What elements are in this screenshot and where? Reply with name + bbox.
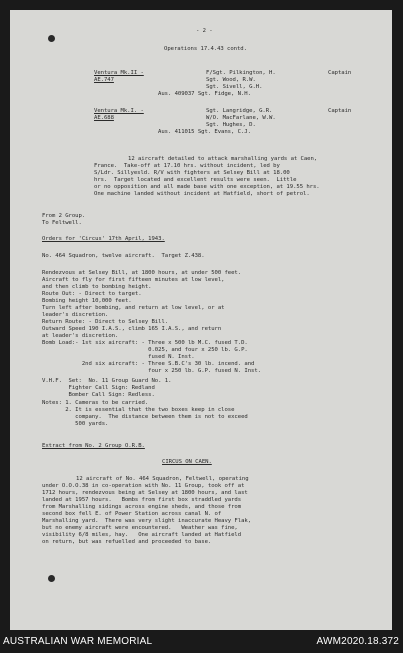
crew-member: Sgt. Wood, R.W. xyxy=(206,77,256,83)
document-page xyxy=(10,10,392,630)
orders-line: 2. It is essential that the two boxes keep in close xyxy=(42,407,235,413)
crew-member: Aus. 409037 Sgt. Fidge, N.H. xyxy=(158,91,251,97)
orders-line: 2nd six aircraft: - Three S.B.C's 30 lb. incend. and xyxy=(42,361,255,367)
orders-line: Rendezvous at Selsey Bill, at 1800 hours, at under 500 feet. xyxy=(42,270,242,276)
footer-accession: AWM2020.18.372 xyxy=(316,636,399,647)
footer-bar xyxy=(0,630,403,653)
crew-member: Sgt. Hughes, D. xyxy=(206,122,256,128)
orders-line: V.H.F. Set: No. 11 Group Guard No. 1. xyxy=(42,378,172,384)
summary-line: France. Take-off at 17.10 hrs. without incident, led by xyxy=(94,163,280,169)
summary-line: One machine landed without incident at Hatfield, short of petrol. xyxy=(94,191,310,197)
orders-line: 500 yards. xyxy=(42,421,109,427)
orders-line: company. The distance between them is not to exceed xyxy=(42,414,248,420)
page-number: - 2 - xyxy=(196,28,213,34)
from-line: From 2 Group. xyxy=(42,213,86,219)
circus-line: 12 aircraft of No. 464 Squadron, Feltwell, operating xyxy=(76,476,249,482)
crew-member: Sgt. Sivell, G.H. xyxy=(206,84,263,90)
orders-heading: Orders for 'Circus' 17th April, 1943. xyxy=(42,236,165,242)
circus-heading: CIRCUS ON CAEN. xyxy=(162,459,212,465)
punch-hole-top xyxy=(48,35,55,42)
circus-line: landed at 1957 hours. Bombs from first box straddled yards xyxy=(42,497,242,503)
crew-aircraft: Ventura Mk.I. - xyxy=(94,108,144,114)
crew-member: Aus. 411015 Sgt. Evans, C.J. xyxy=(158,129,251,135)
page-heading: Operations 17.4.43 contd. xyxy=(164,46,247,52)
orders-line: four x 250 lb. G.P. fused N. Inst. xyxy=(42,368,261,374)
to-line: To Feltwell. xyxy=(42,220,82,226)
crew-rank-label: Captain xyxy=(328,70,352,76)
orders-line: at leader's discretion. xyxy=(42,333,119,339)
crew-member: W/O. MacFarlane, W.W. xyxy=(206,115,276,121)
summary-line: hrs. Target located and excellent results were seen. Little xyxy=(94,177,297,183)
orders-line: fused N. Inst. xyxy=(42,354,195,360)
orders-line: Bomber Call Sign: Redless. xyxy=(42,392,155,398)
circus-line: second box fell E. of Power Station across canal N. of xyxy=(42,511,222,517)
footer-source: AUSTRALIAN WAR MEMORIAL xyxy=(3,636,153,647)
orders-line: Route Out: - Direct to target. xyxy=(42,291,142,297)
squadron-line: No. 464 Squadron, twelve aircraft. Target Z.438. xyxy=(42,253,205,259)
circus-line: Marshalling yard. There was very slight inaccurate Heavy Flak, xyxy=(42,518,252,524)
orders-line: Return Route: - Direct to Selsey Bill. xyxy=(42,319,169,325)
crew-serial: AE.688 xyxy=(94,115,114,121)
crew-aircraft: Ventura Mk.II - xyxy=(94,70,144,76)
circus-line: under O.O.O.38 in co-operation with No. 11 Group, took off at xyxy=(42,483,245,489)
summary-line: S/Ldr. Sillyesld. R/V with fighters at Selsey Bill at 18.00 xyxy=(94,170,290,176)
circus-line: 1712 hours, rendezvous being at Selsey at 1800 hours, and last xyxy=(42,490,248,496)
crew-rank-label: Captain xyxy=(328,108,352,114)
orders-line: Notes: 1. Cameras to be carried. xyxy=(42,400,149,406)
extract-heading: Extract from No. 2 Group O.R.B. xyxy=(42,443,145,449)
orders-line: leader's discretion. xyxy=(42,312,109,318)
orders-line: Bomb Load:- 1st six aircraft: - Three x 500 lb M.C. fused T.D. xyxy=(42,340,248,346)
circus-line: visibility 6/8 miles, hay. One aircraft landed at Hatfield xyxy=(42,532,242,538)
crew-member: F/Sgt. Pilkington, H. xyxy=(206,70,276,76)
circus-line: from Marshalling sidings across engine sheds, and those from xyxy=(42,504,242,510)
orders-line: Aircraft to fly for first fifteen minutes at low level, xyxy=(42,277,225,283)
circus-line: but no enemy aircraft were encountered. Weather was fine, xyxy=(42,525,238,531)
orders-line: and then climb to bombing height. xyxy=(42,284,152,290)
summary-line: 12 aircraft detailed to attack marshalling yards at Caen, xyxy=(128,156,318,162)
orders-line: 0.025, and four x 250 lb. G.P. xyxy=(42,347,248,353)
orders-line: Bombing height 10,000 feet. xyxy=(42,298,132,304)
crew-member: Sgt. Langridge, G.R. xyxy=(206,108,273,114)
crew-serial: AE.747 xyxy=(94,77,114,83)
summary-line: or no opposition and all made base with one exception, at 19.55 hrs. xyxy=(94,184,320,190)
orders-line: Fighter Call Sign: Redland xyxy=(42,385,155,391)
orders-line: Outward Speed 190 I.A.S., climb 165 I.A.S., and return xyxy=(42,326,222,332)
punch-hole-bottom xyxy=(48,575,55,582)
orders-line: Turn left after bombing, and return at low level, or at xyxy=(42,305,225,311)
circus-line: on return, but was refuelled and proceeded to base. xyxy=(42,539,212,545)
